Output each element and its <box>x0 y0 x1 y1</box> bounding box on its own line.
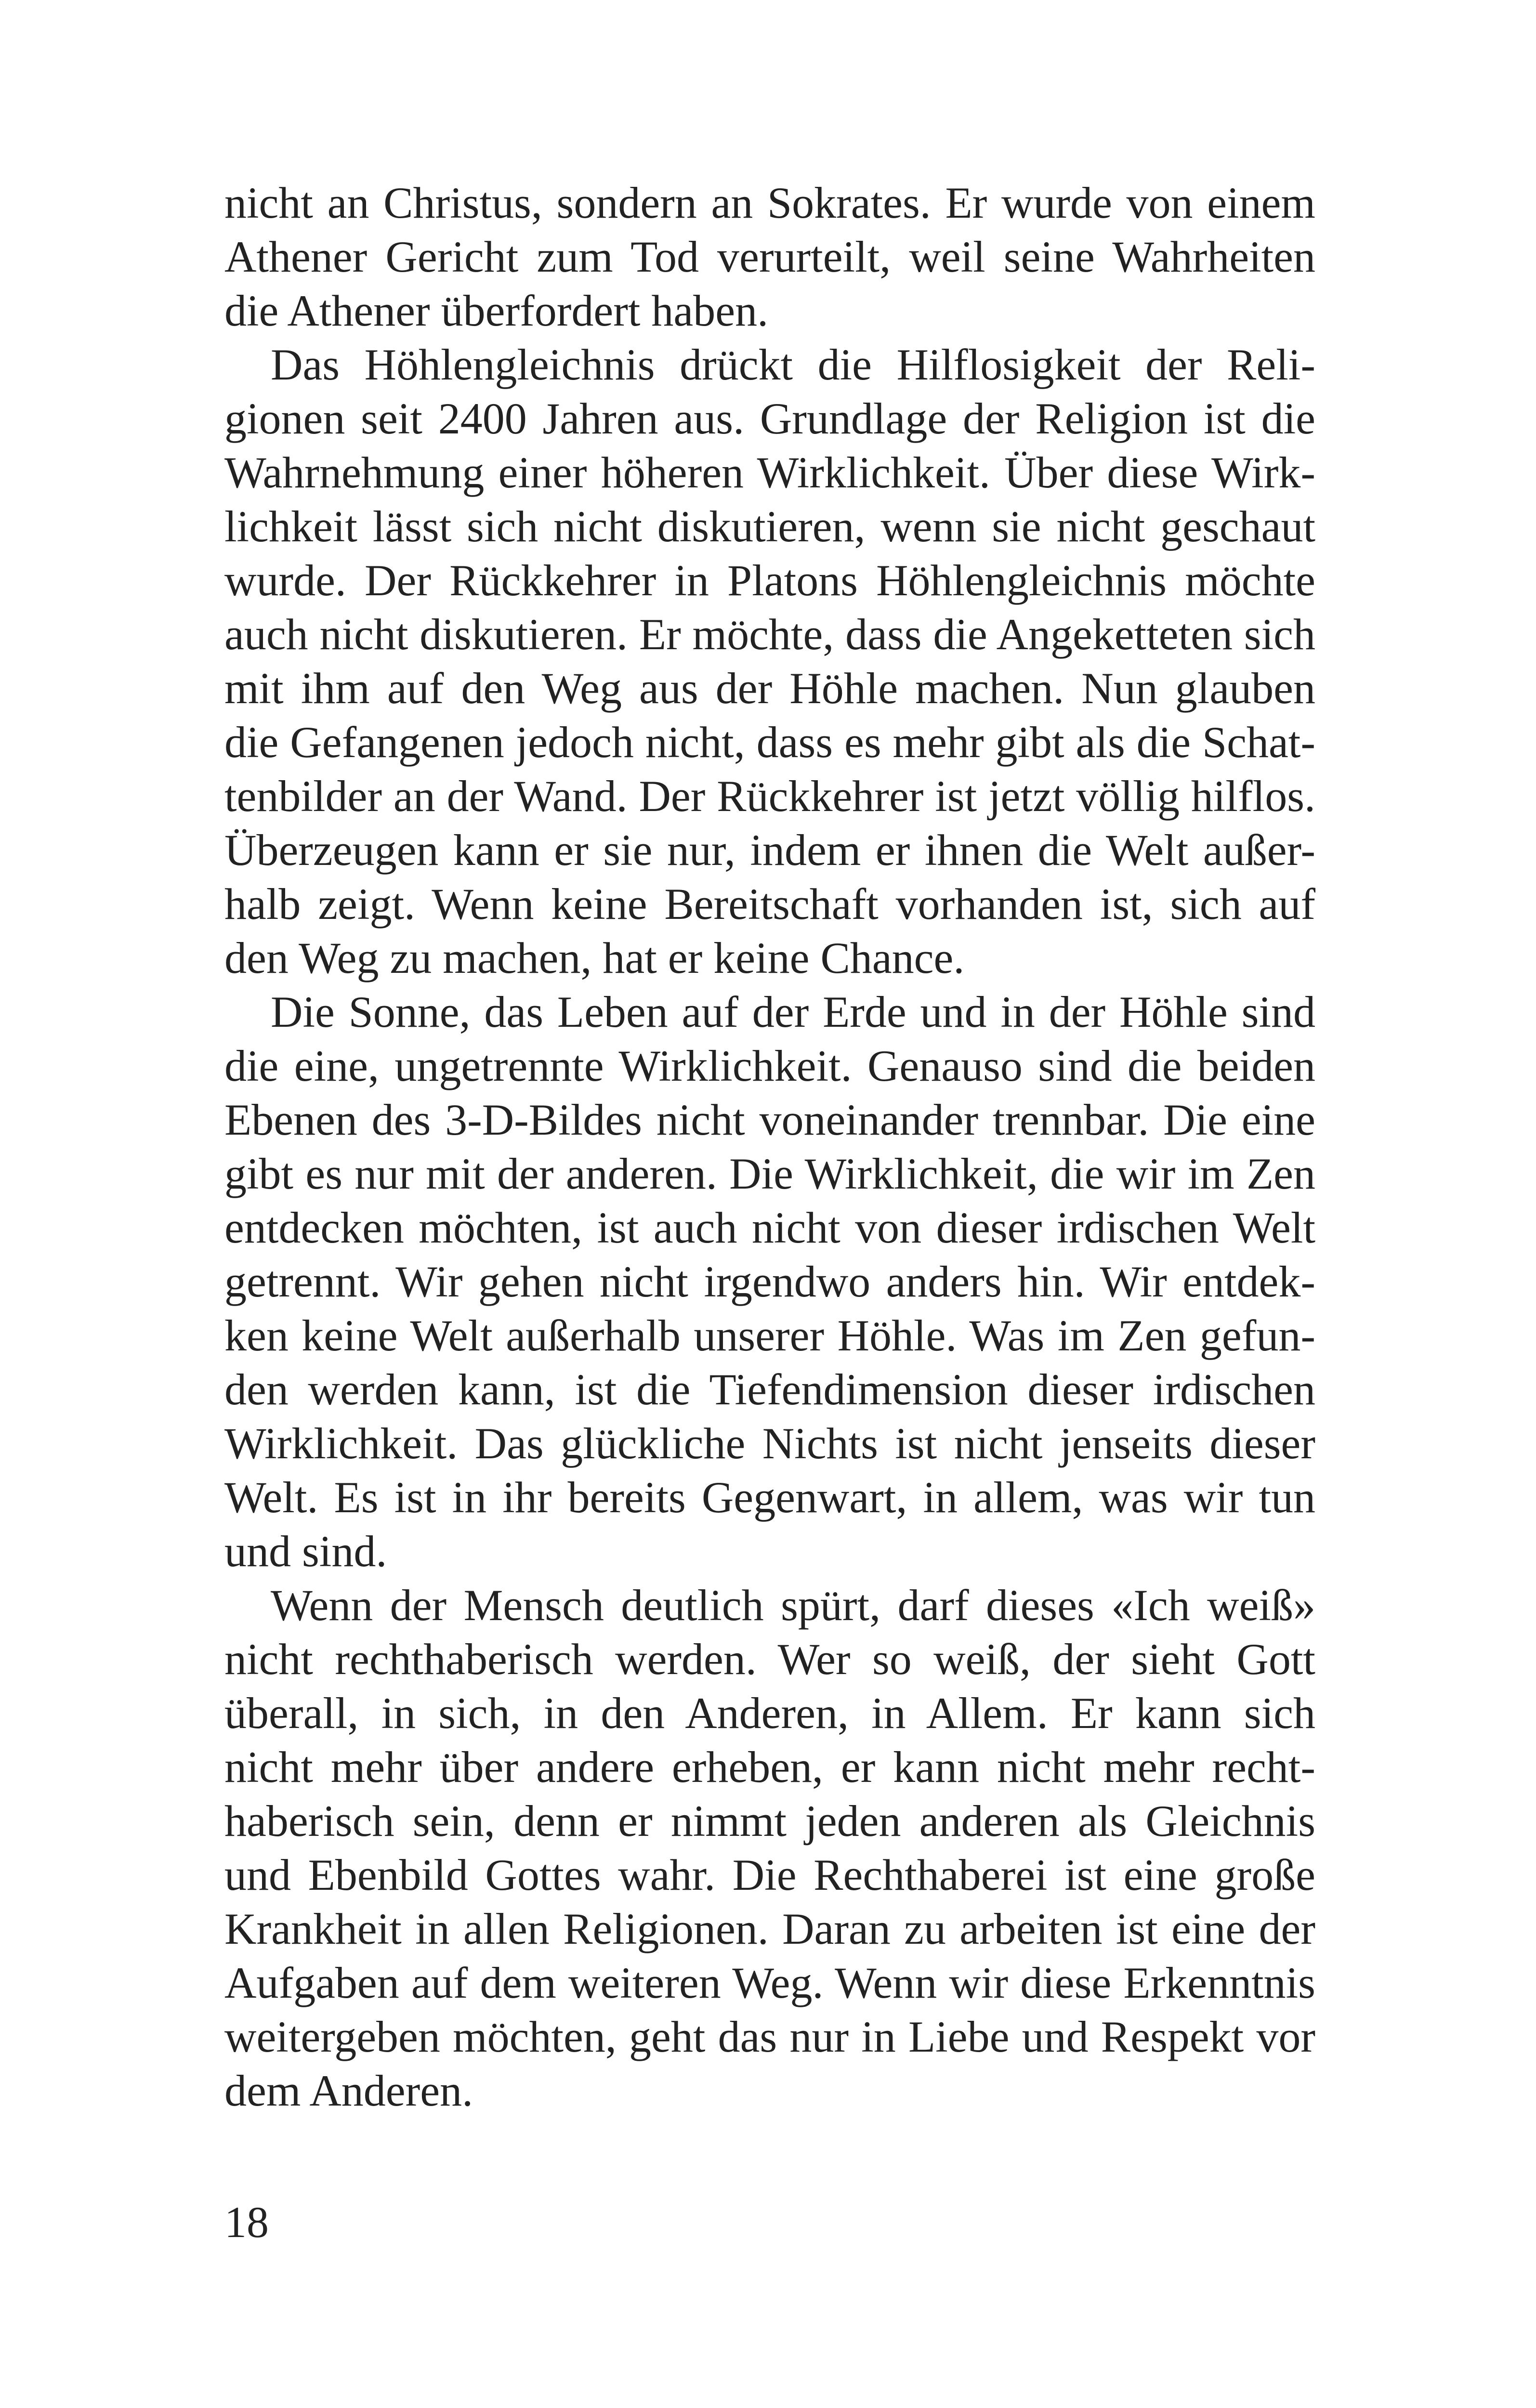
text-line: nicht an Christus, sondern an Sokrates. Er wurde von einem <box>224 178 1315 227</box>
text-line: lichkeit lässt sich nicht diskutieren, wenn sie nicht geschaut <box>224 502 1315 551</box>
text-line: Wirklichkeit. Das glückliche Nichts ist nicht jenseits dieser <box>224 1419 1315 1468</box>
text-line: die Athener überfordert haben. <box>224 286 769 335</box>
text-line: dem Anderen. <box>224 2066 473 2115</box>
text-line: Athener Gericht zum Tod verurteilt, weil seine Wahrheiten <box>224 232 1315 281</box>
text-line: Überzeugen kann er sie nur, indem er ihnen die Welt außer- <box>224 825 1315 875</box>
text-line: haberisch sein, denn er nimmt jeden anderen als Gleichnis <box>224 1796 1315 1845</box>
text-line: tenbilder an der Wand. Der Rückkehrer ist jetzt völlig hilflos. <box>224 772 1315 821</box>
text-line: den werden kann, ist die Tiefendimension dieser irdischen <box>224 1365 1315 1414</box>
text-line: Welt. Es ist in ihr bereits Gegenwart, in allem, was wir tun <box>224 1473 1315 1522</box>
body-text <box>224 176 1315 2118</box>
text-line: und Ebenbild Gottes wahr. Die Rechthaberei ist eine große <box>224 1850 1315 1899</box>
text-line: überall, in sich, in den Anderen, in Allem. Er kann sich <box>224 1688 1315 1738</box>
page-number: 18 <box>224 2198 269 2247</box>
text-line: die Gefangenen jedoch nicht, dass es mehr gibt als die Schat- <box>224 718 1315 767</box>
text-line: mit ihm auf den Weg aus der Höhle machen. Nun glauben <box>224 664 1315 713</box>
text-line: halb zeigt. Wenn keine Bereitschaft vorhanden ist, sich auf <box>224 879 1315 929</box>
text-line: nicht rechthaberisch werden. Wer so weiß, der sieht Gott <box>224 1635 1315 1684</box>
text-line: Die Sonne, das Leben auf der Erde und in der Höhle sind <box>271 987 1315 1036</box>
text-line: Krankheit in allen Religionen. Daran zu arbeiten ist eine der <box>224 1904 1315 1953</box>
text-line: Wenn der Mensch deutlich spürt, darf dieses «Ich weiß» <box>271 1581 1315 1630</box>
text-line: nicht mehr über andere erheben, er kann nicht mehr recht- <box>224 1742 1315 1792</box>
text-line: Ebenen des 3-D-Bildes nicht voneinander trennbar. Die eine <box>224 1095 1315 1144</box>
text-line: auch nicht diskutieren. Er möchte, dass die Angeketteten sich <box>224 610 1315 659</box>
text-line: gibt es nur mit der anderen. Die Wirklichkeit, die wir im Zen <box>224 1149 1315 1198</box>
text-line: Das Höhlengleichnis drückt die Hilflosigkeit der Reli- <box>271 340 1315 389</box>
text-line: ken keine Welt außerhalb unserer Höhle. Was im Zen gefun- <box>224 1311 1315 1360</box>
text-line: getrennt. Wir gehen nicht irgendwo anders hin. Wir entdek- <box>224 1257 1315 1306</box>
text-line: Aufgaben auf dem weiteren Weg. Wenn wir diese Erkenntnis <box>224 1958 1315 2007</box>
text-line: die eine, ungetrennte Wirklichkeit. Genauso sind die beiden <box>224 1041 1315 1090</box>
text-line: und sind. <box>224 1527 387 1576</box>
text-line: gionen seit 2400 Jahren aus. Grundlage der Religion ist die <box>224 394 1315 443</box>
text-line: weitergeben möchten, geht das nur in Liebe und Respekt vor <box>224 2012 1315 2061</box>
text-line: wurde. Der Rückkehrer in Platons Höhlengleichnis möchte <box>224 556 1315 605</box>
text-line: Wahrnehmung einer höheren Wirklichkeit. Über diese Wirk- <box>224 448 1315 497</box>
text-line: den Weg zu machen, hat er keine Chance. <box>224 933 965 982</box>
text-line: entdecken möchten, ist auch nicht von dieser irdischen Welt <box>224 1203 1315 1252</box>
